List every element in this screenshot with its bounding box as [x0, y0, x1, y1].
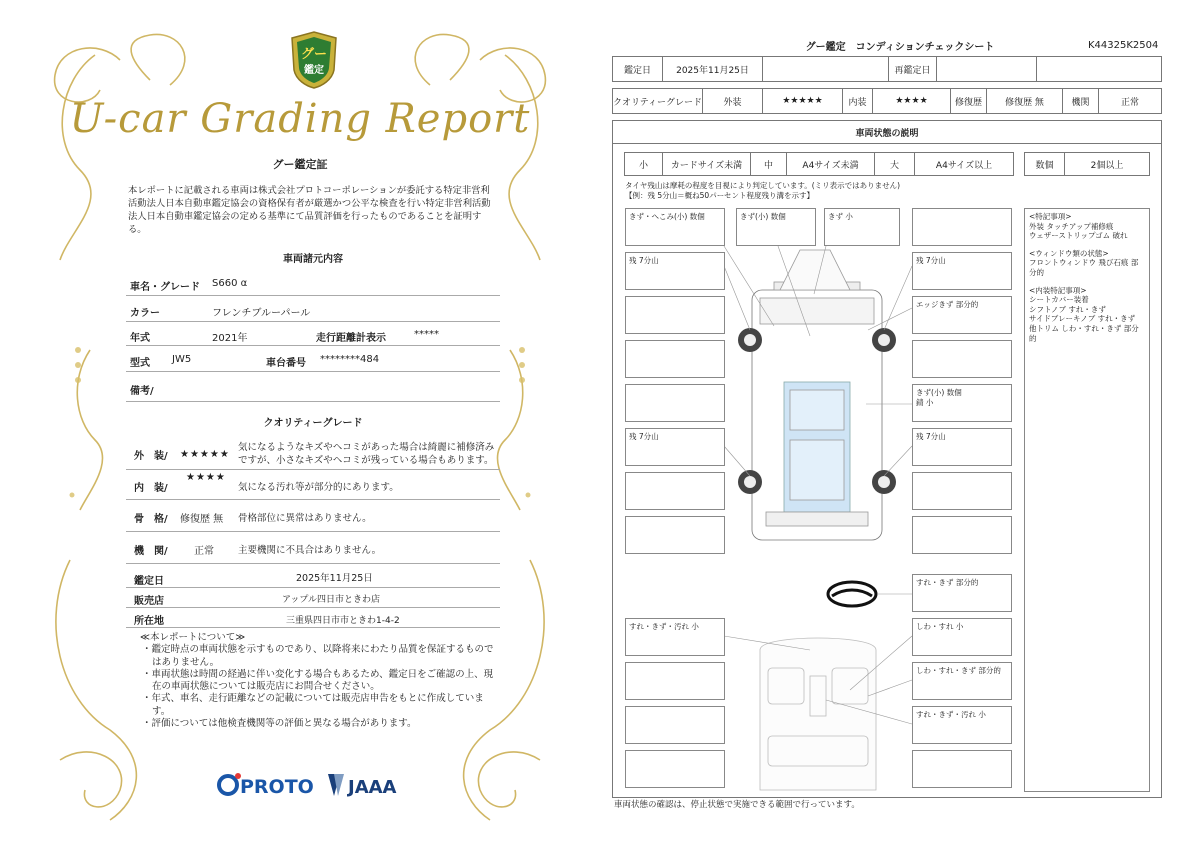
color-label: カラー: [130, 308, 160, 319]
svg-text:JAAA: JAAA: [348, 777, 397, 798]
interior-stars: ★★★★: [186, 472, 226, 483]
svg-text:グー: グー: [300, 47, 328, 62]
mileage-label: 走行距離計表示: [316, 333, 386, 344]
interior-box-seat-right-2: しわ・すれ・きず 部分的: [912, 662, 1012, 700]
row-store: [126, 588, 500, 608]
damage-text: 錆 小: [916, 398, 934, 407]
grade-int-label: 内装: [843, 89, 873, 113]
damage-box-front-left: きず・へこみ(小) 数個: [625, 208, 725, 246]
color-value: フレンチブルーパール: [212, 308, 311, 319]
grade-ext-stars: ★★★★★: [763, 89, 843, 113]
footer-logos: [216, 770, 416, 800]
grade-engine-label: 機関: [1063, 89, 1099, 113]
interior-box-seat-right-3: すれ・きず・汚れ 小: [912, 706, 1012, 744]
exterior-label: 外 装/: [134, 451, 168, 462]
car-name-label: 車名・グレード: [130, 282, 200, 293]
svg-text:PROTO: PROTO: [240, 776, 314, 798]
row-frame: [126, 500, 500, 532]
address-label: 所在地: [134, 616, 164, 627]
count-label: 数個: [1025, 153, 1065, 175]
sheet-code: K44325K2504: [1088, 40, 1159, 51]
quality-section-title: クオリティーグレード: [263, 418, 363, 429]
notice-item: ・評価については他検査機関等の評価と異なる場合があります。: [142, 718, 417, 730]
notice-item: ・鑑定時点の車両状態を示すものであり、以降将来にわたり品質を保証するものではありません。: [142, 644, 494, 668]
date-value: 2025年11月25日: [663, 57, 763, 81]
grade-int-stars: ★★★★: [873, 89, 951, 113]
goo-kantei-badge-icon: [288, 30, 340, 90]
inspect-date-label: 鑑定日: [134, 576, 164, 587]
row-exterior: [126, 434, 500, 470]
size-medium: 中: [751, 153, 787, 175]
interior-box-empty: [912, 750, 1012, 788]
engine-desc: 主要機関に不具合はありません。: [238, 545, 382, 556]
certificate-title: グー鑑定証: [272, 158, 328, 171]
chassis-label: 車台番号: [266, 358, 306, 369]
row-engine: [126, 532, 500, 564]
tire-note-1: タイヤ残山は摩耗の程度を目視により判定しています。(ミリ表示ではありません): [625, 181, 901, 190]
grade-ext-label: 外装: [703, 89, 763, 113]
tire-box-front-left: 残 7分山: [625, 252, 725, 290]
date-label: 鑑定日: [613, 57, 663, 81]
damage-box-right-side: [912, 384, 1012, 422]
damage-box-empty: [912, 340, 1012, 378]
count-desc: 2個以上: [1090, 160, 1124, 171]
frame-label: 骨 格/: [134, 514, 168, 525]
tire-note-2: 【例：残 5分山＝概ね50パーセント程度残り溝を示す】: [625, 191, 815, 200]
row-color: [126, 296, 500, 322]
special-note: 外装 タッチアップ補修痕: [1029, 221, 1114, 231]
tire-box-rear-left: 残 7分山: [625, 428, 725, 466]
tire-box-front-right: 残 7分山: [912, 252, 1012, 290]
steering-wheel-icon: [828, 582, 876, 606]
spec-section-title: 車両諸元内容: [283, 254, 343, 265]
grade-engine-value: 正常: [1120, 97, 1139, 108]
interior-box-seat-left: すれ・きず・汚れ 小: [625, 618, 725, 656]
interior-box-empty: [625, 750, 725, 788]
condition-section-title: 車両状態の説明: [612, 120, 1162, 144]
exterior-desc-2: ですが、小さなキズやヘコミが残っている場合もあります。: [238, 455, 494, 466]
row-car-name: [126, 270, 500, 296]
jaaa-logo-icon: [328, 774, 397, 798]
model-label: 型式: [130, 358, 150, 369]
year-label: 年式: [130, 333, 150, 344]
damage-box-edge: エッジきず 部分的: [912, 296, 1012, 334]
interior-note: シートカバー装着: [1029, 295, 1089, 305]
interior-box-seat-right-1: しわ・すれ 小: [912, 618, 1012, 656]
damage-box-empty: [912, 472, 1012, 510]
exterior-desc-1: 気になるようなキズやヘコミがあった場合は綺麗に補修済み: [238, 442, 495, 453]
tire-box-rear-right: 残 7分山: [912, 428, 1012, 466]
frame-value: 修復歴 無: [180, 514, 224, 525]
address-value: 三重県四日市市ときわ1-4-2: [286, 616, 400, 626]
interior-box-empty: [625, 662, 725, 700]
mileage-value: *****: [414, 329, 439, 340]
window-notes-heading: <ウィンドウ類の状態>: [1029, 248, 1109, 258]
damage-box-empty: [625, 340, 725, 378]
engine-value: 正常: [194, 546, 214, 557]
engine-label: 機 関/: [134, 546, 168, 557]
special-notes: [1024, 208, 1150, 792]
proto-logo-icon: [219, 773, 314, 798]
interior-box-steering: すれ・きず 部分的: [912, 574, 1012, 612]
condition-check-sheet: [600, 0, 1200, 848]
remarks-label: 備考/: [130, 386, 154, 397]
window-note: フロントウィンドウ 飛び石痕 部分的: [1029, 258, 1139, 277]
damage-box-empty: [912, 516, 1012, 554]
interior-note: サイドブレーキノブ すれ・きず: [1029, 314, 1136, 324]
interior-label: 内 装/: [134, 483, 168, 494]
inspect-date-value: 2025年11月25日: [296, 573, 373, 584]
row-model: [126, 346, 500, 372]
row-remarks: [126, 372, 500, 402]
size-large-desc: A4サイズ以上: [935, 160, 993, 171]
interior-note: 他トリム しわ・すれ・きず 部分的: [1029, 323, 1139, 343]
exterior-stars: ★★★★★: [180, 449, 230, 460]
sheet-footer-note: 車両状態の確認は、停止状態で実施できる範囲で行っています。: [614, 800, 860, 810]
interior-desc: 気になる汚れ等が部分的にあります。: [238, 482, 399, 493]
interior-note: シフトノブ すれ・きず: [1029, 304, 1106, 314]
damage-text: きず(小) 数個: [916, 388, 962, 397]
report-title: U-car Grading Report: [69, 96, 531, 142]
damage-box-empty: [625, 296, 725, 334]
damage-box-front: きず 小: [824, 208, 900, 246]
model-value: JW5: [172, 354, 192, 365]
frame-desc: 骨格部位に異常はありません。: [238, 513, 372, 524]
year-value: 2021年: [212, 333, 248, 344]
grade-label: クオリティーグレード: [613, 89, 703, 113]
damage-box-empty: [625, 516, 725, 554]
notice-title: ≪本レポートについて≫: [140, 632, 246, 643]
special-notes-heading: <特記事項>: [1029, 212, 1072, 221]
store-value: アップル四日市ときわ店: [282, 595, 381, 605]
certificate-body: 本レポートに記載される車両は株式会社プロトコーポレーションが委託する特定非営利活動法人日本自動車鑑定協会の資格保有者が厳選かつ公平な検査を行い特定非営利活動法人日本自動車鑑定協会の定める基準にて品質評価を行ったものであることを証明する。: [128, 185, 491, 235]
interior-box-empty: [625, 706, 725, 744]
car-name-value: S660 α: [212, 278, 248, 289]
row-inspect-date: [126, 566, 500, 588]
grade-repair-value: 修復歴 無: [987, 89, 1063, 113]
size-small-desc: カードサイズ未満: [663, 153, 751, 175]
row-address: [126, 608, 500, 628]
reinspect-label: 再鑑定日: [889, 57, 937, 81]
size-small: 小: [625, 153, 663, 175]
chassis-value: ********484: [320, 354, 380, 365]
interior-notes-heading: <内装特記事項>: [1029, 285, 1087, 295]
report-notice: [140, 632, 500, 730]
grade-repair-label: 修復歴: [951, 89, 987, 113]
damage-box-empty: [625, 472, 725, 510]
sheet-title: グー鑑定 コンディションチェックシート: [805, 42, 995, 53]
store-label: 販売店: [134, 596, 164, 607]
row-interior: [126, 470, 500, 500]
size-large: 大: [875, 153, 915, 175]
svg-text:鑑定: 鑑定: [304, 65, 324, 76]
size-medium-desc: A4サイズ未満: [787, 153, 875, 175]
row-year: [126, 322, 500, 346]
notice-item: ・車両状態は時間の経過に伴い変化する場合もあるため、鑑定日をご確認の上、現在の車両状態については販売店にお問合せください。: [142, 668, 494, 693]
special-note: ウェザーストリップゴム 破れ: [1029, 231, 1128, 241]
damage-box-empty: [625, 384, 725, 422]
damage-box-front-center: きず(小) 数個: [736, 208, 816, 246]
notice-item: ・年式、車名、走行距離などの記載については販売店申告をもとに作成しています。: [142, 693, 484, 717]
damage-box-empty: [912, 208, 1012, 246]
